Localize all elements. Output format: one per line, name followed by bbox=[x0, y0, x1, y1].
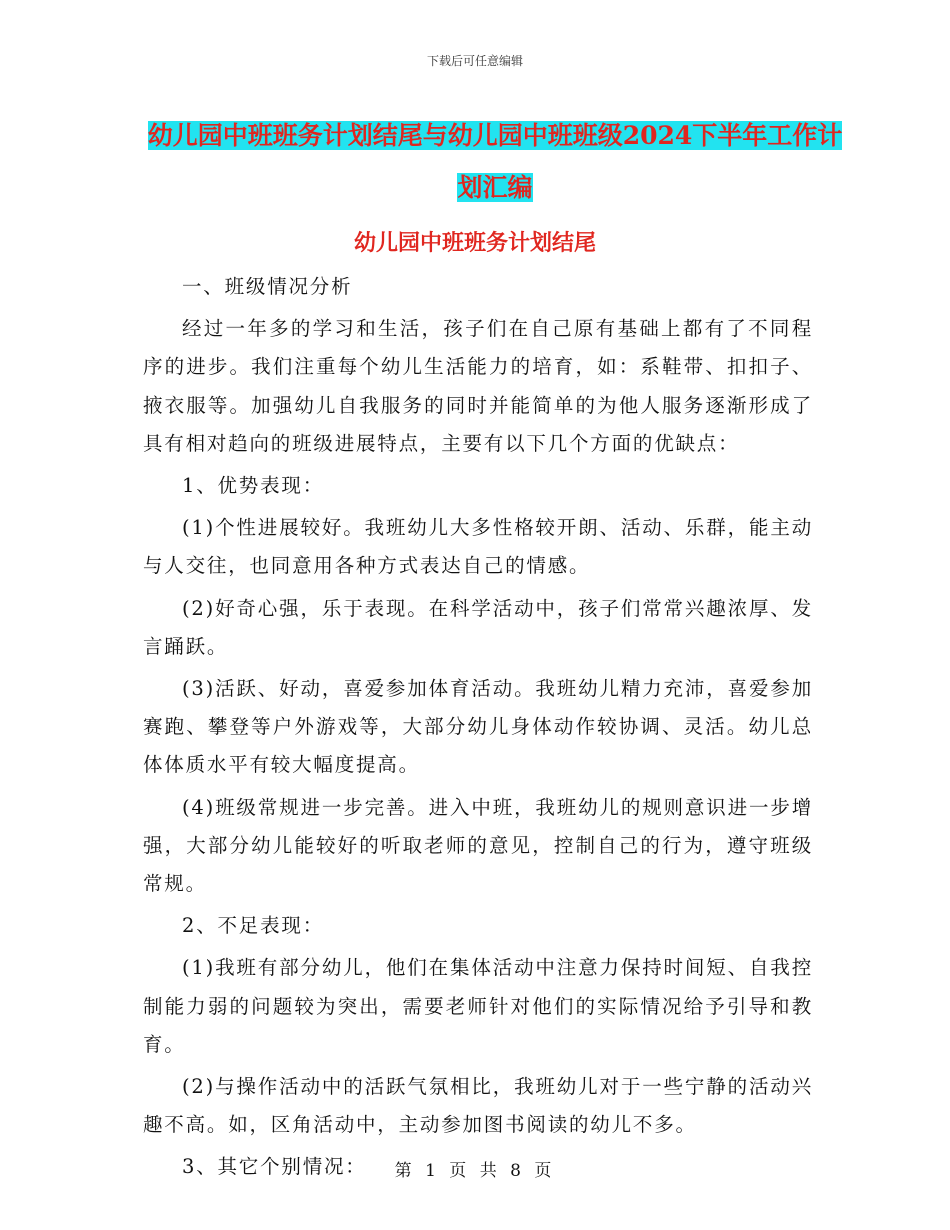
paragraph: (1)个性进展较好。我班幼儿大多性格较开朗、活动、乐群，能主动与人交往，也同意用各种方式表达自己的情感。 bbox=[143, 516, 813, 578]
section-title: 幼儿园中班班务计划结尾 bbox=[353, 230, 596, 256]
document-title bbox=[140, 110, 850, 214]
paragraph: 一、班级情况分析 bbox=[182, 275, 353, 298]
page-footer: 第 1 页 共 8 页 bbox=[394, 1161, 556, 1181]
paragraph: 3、其它个别情况： bbox=[182, 1155, 367, 1179]
paragraph: (4)班级常规进一步完善。进入中班，我班幼儿的规则意识进一步增强，大部分幼儿能较好的听取老师的意见，控制自己的行为，遵守班级常规。 bbox=[143, 795, 813, 896]
paragraph: 经过一年多的学习和生活，孩子们在自己原有基础上都有了不同程序的进步。我们注重每个幼儿生活能力的培育，如：系鞋带、扣扣子、掖衣服等。加强幼儿自我服务的同时并能简单的为他人服务逐渐形成了具有相对趋向的班级进展特点，主要有以下几个方面的优缺点： bbox=[143, 317, 813, 455]
paragraph: (3)活跃、好动，喜爱参加体育活动。我班幼儿精力充沛，喜爱参加赛跑、攀登等户外游戏等，大部分幼儿身体动作较协调、灵活。幼儿总体体质水平有较大幅度提高。 bbox=[143, 677, 813, 777]
paragraph: 2、不足表现： bbox=[182, 914, 325, 938]
document-title-text: 幼儿园中班班务计划结尾与幼儿园中班班级2024下半年工作计划汇编 bbox=[147, 121, 843, 202]
paragraph: 1、优势表现： bbox=[182, 474, 325, 498]
body-text bbox=[143, 268, 813, 1187]
header-note: 下载后可任意编辑 bbox=[426, 54, 523, 68]
paragraph: (2)好奇心强，乐于表现。在科学活动中，孩子们常常兴趣浓厚、发言踊跃。 bbox=[143, 596, 813, 658]
paragraph: (2)与操作活动中的活跃气氛相比，我班幼儿对于一些宁静的活动兴趣不高。如，区角活动中，主动参加图书阅读的幼儿不多。 bbox=[143, 1075, 813, 1137]
paragraph: (1)我班有部分幼儿，他们在集体活动中注意力保持时间短、自我控制能力弱的问题较为突出，需要老师针对他们的实际情况给予引导和教育。 bbox=[143, 956, 813, 1056]
